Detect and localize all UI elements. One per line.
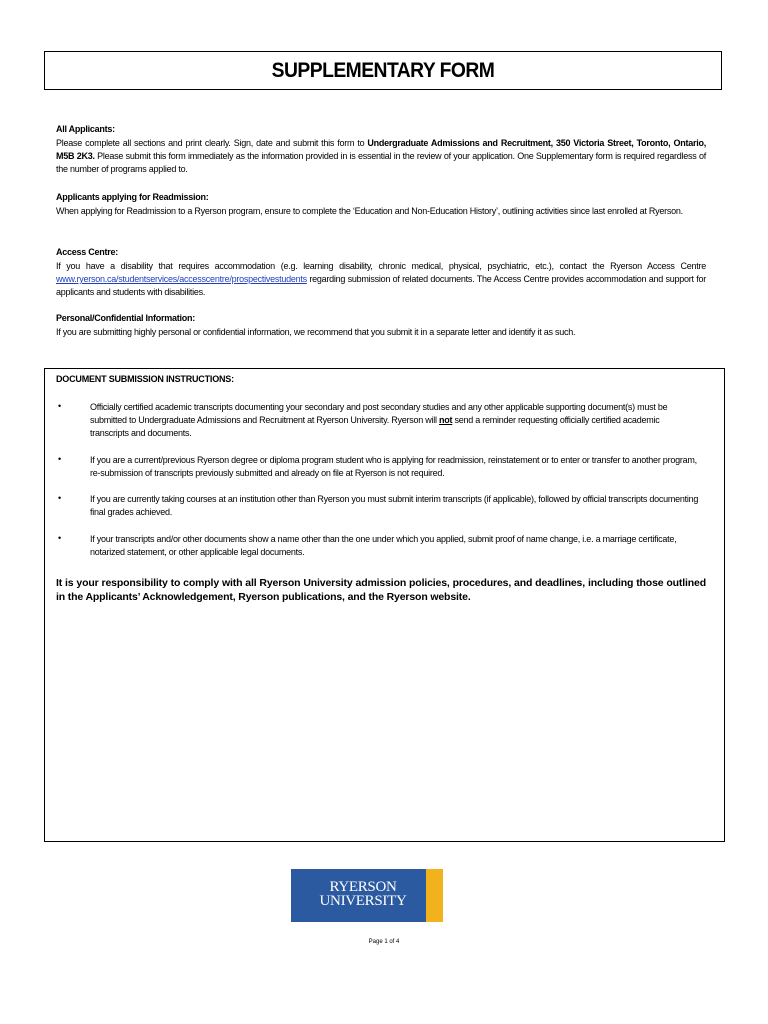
bullet-item-readmission: If you are a current/previous Ryerson degree or diploma program student who is applying for readmission, reinstatement or to enter or transfer to another program, re-submission of transcripts previously submitted and already on file at Ryerson is not required. xyxy=(90,455,697,478)
page-title: SUPPLEMENTARY FORM xyxy=(271,58,495,82)
logo-line-1: RYERSON xyxy=(329,879,397,895)
all-applicants-heading: All Applicants: xyxy=(56,124,115,134)
logo-line-2: UNIVERSITY xyxy=(319,893,407,909)
access-centre-link[interactable]: www.ryerson.ca/studentservices/accesscentre/prospectivestudents xyxy=(56,274,307,284)
all-applicants-text-part2: Please submit this form immediately as the information provided in is essential in the review of your application. One Supplementary form is required regardless of the number of programs applied to. xyxy=(56,151,706,174)
bullet1-text-part1: Officially certified academic transcripts documenting your secondary and post secondary studies and any other applicable supporting document(s) must be submitted to Undergraduate Admissions and Recruitment at Ryerson University. Ryerson will xyxy=(90,402,668,425)
all-applicants-text xyxy=(56,137,706,176)
all-applicants-text-part1: Please complete all sections and print clearly. Sign, date and submit this form to xyxy=(56,138,368,148)
bullet-icon: • xyxy=(58,493,62,503)
bullet-item-name-change: If your transcripts and/or other documents show a name other than the one under which you applied, submit proof of name change, i.e. a marriage certificate, notarized statement, or other applicable legal documents. xyxy=(90,534,677,557)
document-submission-heading: DOCUMENT SUBMISSION INSTRUCTIONS: xyxy=(56,374,234,384)
bullet-item-official-transcripts xyxy=(90,401,700,440)
access-centre-text-part2: regarding submission of related documents. The Access Centre provides accommodation and support for applicants and students with disabilities. xyxy=(56,274,706,297)
title-box xyxy=(44,51,722,90)
bullet-item-interim-transcripts: If you are currently taking courses at an institution other than Ryerson you must submit interim transcripts (if applicable), followed by official transcripts documenting final grades achieved. xyxy=(90,494,699,517)
logo-gold-stripe xyxy=(426,869,443,922)
section-all-applicants xyxy=(56,123,706,176)
section-readmission xyxy=(56,191,706,218)
access-centre-text-part1: If you have a disability that requires accommodation (e.g. learning disability, chronic medical, physical, psychiatric, etc.), contact the Ryerson Access Centre xyxy=(56,261,706,271)
bullet-icon: • xyxy=(58,401,62,411)
page-number: Page 1 of 4 xyxy=(368,939,400,945)
personal-heading: Personal/Confidential Information: xyxy=(56,313,196,323)
admissions-address: Undergraduate Admissions and Recruitment, 350 Victoria Street, Toronto, Ontario, M5B 2K3. xyxy=(56,138,706,161)
section-access-centre xyxy=(56,246,706,299)
logo-text xyxy=(301,880,425,908)
access-centre-heading: Access Centre: xyxy=(56,247,119,257)
access-centre-text xyxy=(56,260,706,299)
readmission-text: When applying for Readmission to a Ryerson program, ensure to complete the ‘Education and Non-Education History’, outlining activities since last enrolled at Ryerson. xyxy=(56,206,683,216)
document-submission-box xyxy=(44,368,725,842)
bullet-icon: • xyxy=(58,454,62,464)
ryerson-logo xyxy=(291,869,443,922)
bullet1-emphasis: not xyxy=(439,415,453,425)
section-personal xyxy=(56,312,706,339)
bullet1-text-part2: send a reminder requesting officially certified academic transcripts and documents. xyxy=(90,415,660,438)
bullet-icon: • xyxy=(58,533,62,543)
readmission-heading: Applicants applying for Readmission: xyxy=(56,192,209,202)
personal-text: If you are submitting highly personal or confidential information, we recommend that you submit it in a separate letter and identify it as such. xyxy=(56,327,576,337)
responsibility-statement: It is your responsibility to comply with all Ryerson University admission policies, procedures, and deadlines, including those outlined in the Applicants’ Acknowledgement, Ryerson publications, and the Ryerson website. xyxy=(56,577,706,603)
